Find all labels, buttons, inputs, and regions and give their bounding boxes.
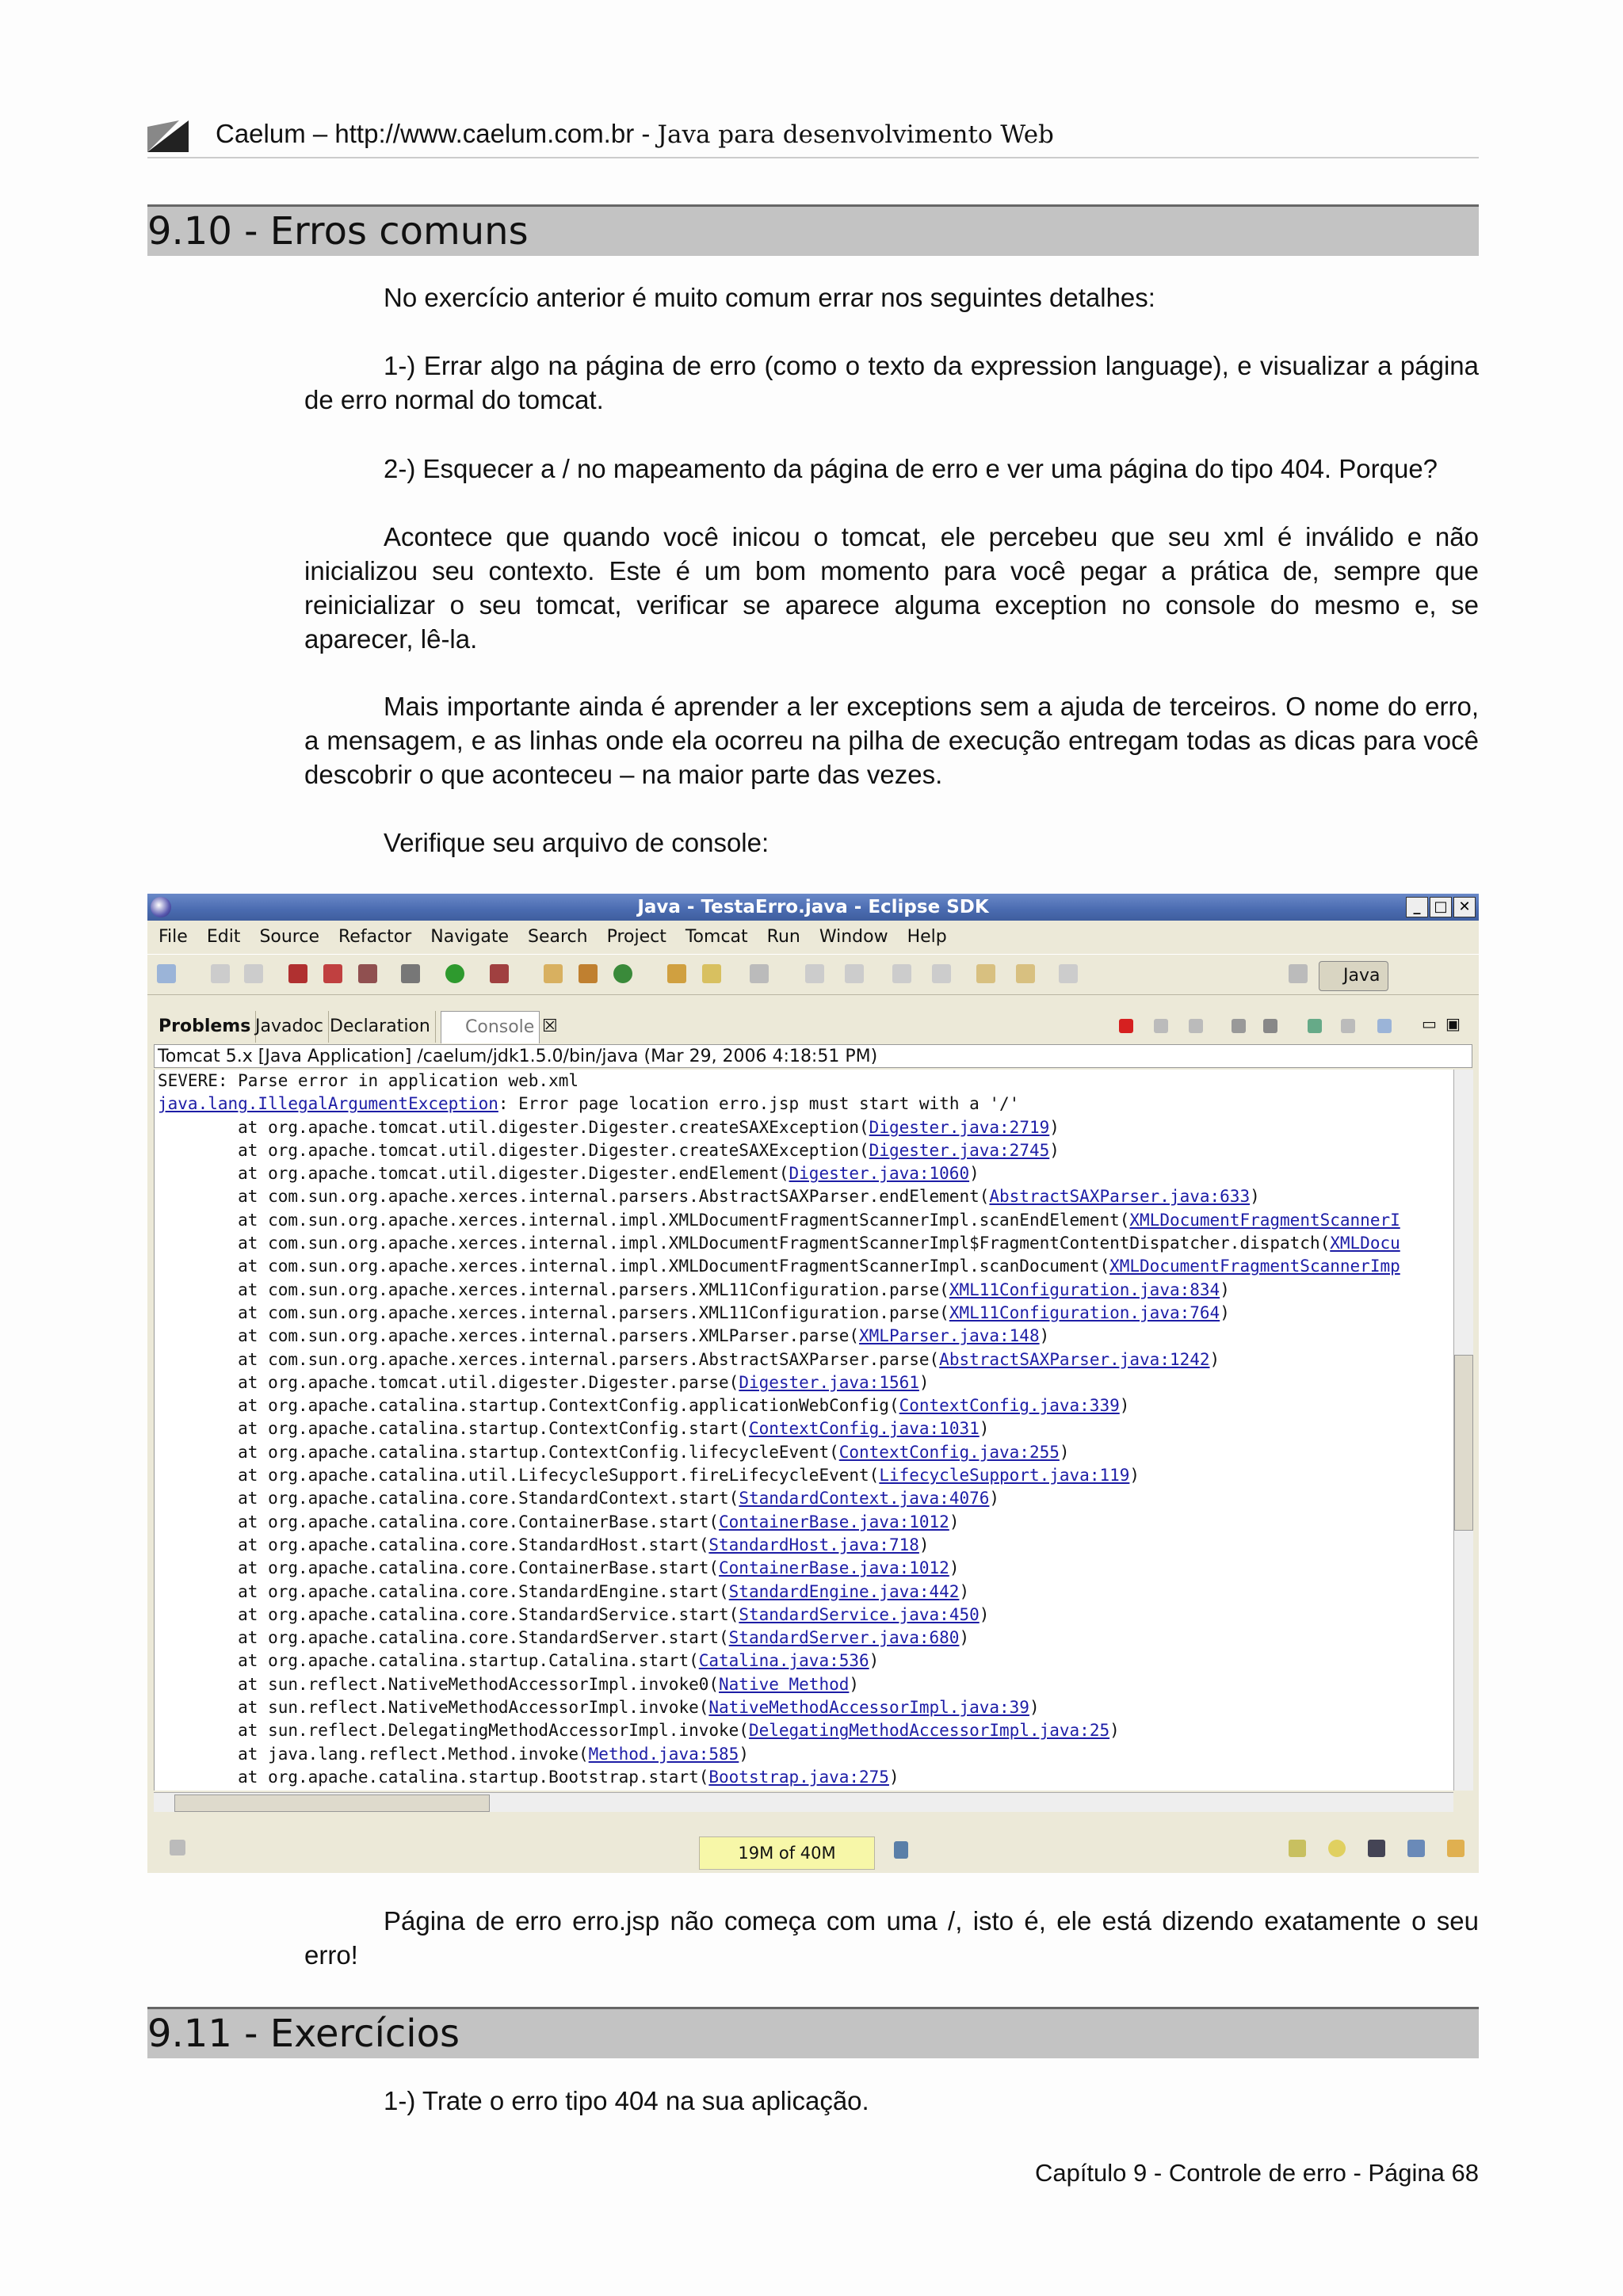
tomcat-start-icon[interactable] (288, 964, 307, 983)
console-line (155, 1650, 1454, 1672)
section-heading-exercicios: 9.11 - Exercícios (147, 2007, 1479, 2058)
tomcat-stop-icon[interactable] (323, 964, 342, 983)
menu-bar (147, 922, 1479, 952)
console-line (155, 1557, 1454, 1580)
display-console-icon[interactable] (1341, 1019, 1355, 1033)
stacktrace-link[interactable]: XMLDocumentFragmentScannerI (1129, 1210, 1400, 1230)
last-edit-icon[interactable] (892, 964, 911, 983)
console-line-text: at com.sun.org.apache.xerces.internal.parsers.AbstractSAXParser.parse( (158, 1349, 940, 1369)
open-type-icon[interactable] (667, 964, 686, 983)
menu-search[interactable]: Search (527, 927, 588, 947)
stacktrace-link[interactable]: ContainerBase.java:1012 (719, 1558, 949, 1578)
console-line-text: ) (1119, 1396, 1130, 1416)
console-line-text: at com.sun.org.apache.xerces.internal.impl.XMLDocumentFragmentScannerImpl.scanDocument( (158, 1257, 1110, 1276)
minimize-view-icon[interactable]: ▭ (1422, 1014, 1437, 1033)
close-tab-icon[interactable]: ☒ (542, 1016, 558, 1036)
console-line-text: at org.apache.catalina.core.ContainerBase.start( (158, 1558, 720, 1578)
console-line-text: at org.apache.catalina.core.StandardService.start( (158, 1604, 739, 1624)
console-line-text: ) (949, 1558, 960, 1578)
menu-edit[interactable]: Edit (206, 927, 241, 947)
status-bar (147, 1822, 1479, 1873)
minimize-button[interactable]: _ (1406, 897, 1428, 917)
tray-icon[interactable] (1289, 1840, 1306, 1857)
stacktrace-link[interactable]: StandardEngine.java:442 (728, 1581, 960, 1601)
clear-console-icon[interactable] (1232, 1019, 1246, 1033)
maximize-button[interactable]: □ (1430, 897, 1452, 917)
console-line-text: at com.sun.org.apache.xerces.internal.impl.XMLDocumentFragmentScannerImpl.scanEndElement( (158, 1210, 1130, 1230)
open-perspective-icon[interactable] (1289, 964, 1308, 983)
console-line-text: at org.apache.catalina.util.LifecycleSupport.fireLifecycleEvent( (158, 1466, 880, 1486)
forward-history-icon[interactable] (1059, 964, 1078, 983)
console-line-text: at org.apache.tomcat.util.digester.Digester.endElement( (158, 1164, 789, 1184)
console-line-text: ) (1049, 1140, 1060, 1160)
console-line (155, 1371, 1454, 1394)
paragraph: Página de erro erro.jsp não começa com uma /, isto é, ele está dizendo exatamente o seu erro! (304, 1906, 1479, 1970)
stacktrace-link[interactable]: ContextConfig.java:339 (899, 1396, 1120, 1416)
java-perspective-button[interactable]: Java (1319, 961, 1388, 991)
view-tabs (154, 1011, 1472, 1043)
update-icon[interactable] (1447, 1840, 1465, 1857)
menu-help[interactable]: Help (907, 927, 947, 947)
console-line-text: at sun.reflect.NativeMethodAccessorImpl.invoke0( (158, 1674, 720, 1694)
eclipse-icon (151, 897, 171, 917)
stacktrace-link[interactable]: NativeMethodAccessorImpl.java:39 (708, 1698, 1029, 1718)
scroll-thumb[interactable] (1454, 1355, 1473, 1531)
console-line-text: ) (1049, 1117, 1060, 1137)
console-line-text: at com.sun.org.apache.xerces.internal.impl.XMLDocumentFragmentScannerImpl$FragmentContentDispatcher.dispatch( (158, 1234, 1331, 1253)
console-line (155, 1534, 1454, 1557)
stacktrace-link[interactable]: AbstractSAXParser.java:633 (989, 1187, 1251, 1207)
page-footer: Capítulo 9 - Controle de erro - Página 68 (1034, 2159, 1479, 2187)
stacktrace-link[interactable]: Native Method (719, 1674, 850, 1694)
header-divider (147, 157, 1479, 158)
stacktrace-link[interactable]: Digester.java:1561 (739, 1372, 919, 1392)
new-package-icon[interactable] (579, 964, 598, 983)
window-title: Java - TestaErro.java - Eclipse SDK (637, 897, 989, 917)
stacktrace-link[interactable]: XML11Configuration.java:834 (949, 1280, 1220, 1299)
stacktrace-link[interactable]: Digester.java:2745 (869, 1140, 1050, 1160)
vertical-scrollbar[interactable] (1453, 1070, 1473, 1791)
menu-run[interactable]: Run (766, 927, 800, 947)
console-line-text: : Error page location erro.jsp must start with a '/' (498, 1094, 1020, 1114)
console-line-text: at org.apache.catalina.startup.Catalina.start( (158, 1651, 699, 1671)
console-line-text: ) (1220, 1280, 1230, 1299)
paragraph: 1-) Errar algo na página de erro (como o texto da expression language), e visualizar a página de erro normal do tomcat. (304, 351, 1479, 414)
monitor-icon[interactable] (1368, 1840, 1385, 1857)
stacktrace-link[interactable]: LifecycleSupport.java:119 (879, 1466, 1130, 1486)
console-line-text: ) (1029, 1698, 1040, 1718)
remove-all-icon[interactable] (1189, 1019, 1203, 1033)
save-icon[interactable] (211, 964, 230, 983)
close-button[interactable]: ✕ (1453, 897, 1476, 917)
paragraph: No exercício anterior é muito comum errar nos seguintes detalhes: (384, 283, 1155, 312)
menu-source[interactable]: Source (259, 927, 319, 947)
console-line-text: at org.apache.tomcat.util.digester.Digester.createSAXException( (158, 1117, 869, 1137)
paragraph: Mais importante ainda é aprender a ler exceptions sem a ajuda de terceiros. O nome do erro, a mensagem, e as linhas onde ela ocorreu na pilha de execução entregam todas as dicas para você descobrir o que aconteceu – na maior parte das vezes. (304, 692, 1479, 789)
scroll-lock-icon[interactable] (1263, 1019, 1277, 1033)
menu-file[interactable]: File (158, 927, 188, 947)
stacktrace-link[interactable]: StandardContext.java:4076 (739, 1489, 990, 1508)
console-line (155, 1627, 1454, 1650)
console-line-text: ) (1129, 1466, 1140, 1486)
remove-launch-icon[interactable] (1154, 1019, 1168, 1033)
section-heading-erros-comuns: 9.10 - Erros comuns (147, 204, 1479, 256)
console-line-text: SEVERE: Parse error in application web.xml (158, 1071, 579, 1090)
console-line-text: ) (1059, 1442, 1070, 1462)
console-line (155, 1209, 1454, 1232)
console-line-text: ) (989, 1489, 1000, 1508)
network-icon[interactable] (1407, 1840, 1425, 1857)
console-line (155, 1394, 1454, 1417)
console-line (155, 1604, 1454, 1627)
page-header: Caelum – http://www.caelum.com.br - Java para desenvolvimento Web (216, 119, 1054, 149)
console-line (155, 1116, 1454, 1139)
next-annotation-icon[interactable] (805, 964, 824, 983)
console-line (155, 1162, 1454, 1185)
console-line (155, 1232, 1454, 1255)
tab-javadoc[interactable]: Javadoc (250, 1011, 329, 1043)
prev-annotation-icon[interactable] (845, 964, 864, 983)
stacktrace-link[interactable]: StandardService.java:450 (739, 1604, 980, 1624)
console-line-text: ) (979, 1419, 990, 1439)
console-line (155, 1441, 1454, 1464)
console-line (155, 1743, 1454, 1766)
fast-view-icon[interactable] (170, 1840, 185, 1855)
stacktrace-link[interactable]: StandardServer.java:680 (728, 1628, 960, 1648)
stacktrace-link[interactable]: Digester.java:2719 (869, 1117, 1050, 1137)
console-line-text: ) (849, 1674, 860, 1694)
horizontal-scrollbar[interactable] (154, 1792, 1453, 1812)
console-line (155, 1348, 1454, 1371)
stacktrace-link[interactable]: XMLDocu (1330, 1234, 1400, 1253)
console-line (155, 1417, 1454, 1440)
console-line (155, 1766, 1454, 1789)
new-icon[interactable] (157, 964, 176, 983)
console-line (155, 1302, 1454, 1325)
console-line-text: at org.apache.catalina.core.StandardContext.start( (158, 1489, 739, 1508)
console-line-text: at org.apache.catalina.core.StandardServer.start( (158, 1628, 729, 1648)
search-icon[interactable] (702, 964, 721, 983)
tips-icon[interactable] (1328, 1840, 1346, 1857)
stacktrace-link[interactable]: StandardHost.java:718 (708, 1535, 919, 1554)
back-history-icon[interactable] (1016, 964, 1035, 983)
console-line-text: ) (979, 1604, 990, 1624)
paragraph: 1-) Trate o erro tipo 404 na sua aplicação. (384, 2086, 869, 2115)
console-line-text: at com.sun.org.apache.xerces.internal.parsers.XML11Configuration.parse( (158, 1302, 949, 1322)
stacktrace-link[interactable]: XMLDocumentFragmentScannerImp (1109, 1257, 1400, 1276)
console-line-text: ) (1250, 1187, 1260, 1207)
garbage-collect-icon[interactable] (894, 1841, 908, 1859)
paragraph: Acontece que quando você inicou o tomcat, ele percebeu que seu xml é inválido e não inicializou seu contexto. Este é um bom momento para você pegar a prática de, sempre que reinicializar o seu tomcat, verificar se aparece alguma exception no console do mesmo e, se aparecer, lê-la. (304, 522, 1479, 654)
maximize-view-icon[interactable]: ▣ (1445, 1014, 1461, 1033)
tab-declaration[interactable]: Declaration (325, 1011, 436, 1043)
console-line (155, 1581, 1454, 1604)
console-line (155, 1255, 1454, 1278)
caelum-logo (147, 120, 189, 152)
tomcat-restart-icon[interactable] (358, 964, 377, 983)
console-line-text: at com.sun.org.apache.xerces.internal.parsers.AbstractSAXParser.endElement( (158, 1187, 990, 1207)
console-line-text: at org.apache.catalina.core.StandardEngine.start( (158, 1581, 729, 1601)
menu-navigate[interactable]: Navigate (430, 927, 509, 947)
paragraph: 2-) Esquecer a / no mapeamento da página de erro e ver uma página do tipo 404. Porque? (384, 454, 1438, 483)
menu-tomcat[interactable]: Tomcat (685, 927, 748, 947)
console-line (155, 1185, 1454, 1208)
new-class-icon[interactable] (613, 964, 632, 983)
console-line-text: at org.apache.tomcat.util.digester.Digester.parse( (158, 1372, 739, 1392)
console-line-text: ) (949, 1512, 960, 1531)
paragraph: Verifique seu arquivo de console: (384, 828, 769, 857)
console-line-text: ) (1039, 1326, 1050, 1346)
eclipse-window-screenshot (147, 894, 1479, 1873)
console-line-text: at org.apache.catalina.core.ContainerBase.start( (158, 1512, 720, 1531)
window-titlebar (147, 894, 1479, 921)
console-line-text: ) (959, 1581, 970, 1601)
stacktrace-link[interactable]: Catalina.java:536 (698, 1651, 869, 1671)
console-process-label: Tomcat 5.x [Java Application] /caelum/jdk1.5.0/bin/java (Mar 29, 2006 4:18:51 PM) (154, 1044, 1472, 1068)
pin-console-icon[interactable] (1308, 1019, 1322, 1033)
menu-project[interactable]: Project (606, 927, 666, 947)
stacktrace-link[interactable]: Digester.java:1060 (789, 1164, 970, 1184)
console-line-text: at org.apache.catalina.startup.ContextConfig.applicationWebConfig( (158, 1396, 899, 1416)
console-line (155, 1487, 1454, 1510)
console-line-text: at java.lang.reflect.Method.invoke( (158, 1744, 589, 1764)
console-line (155, 1279, 1454, 1302)
stacktrace-link[interactable]: ContainerBase.java:1012 (719, 1512, 949, 1531)
console-line-text: at org.apache.catalina.startup.Bootstrap.start( (158, 1767, 709, 1787)
run-icon[interactable] (445, 964, 464, 983)
console-line (155, 1070, 1454, 1093)
console-line-text: at com.sun.org.apache.xerces.internal.parsers.XMLParser.parse( (158, 1326, 860, 1346)
scroll-thumb[interactable] (174, 1794, 490, 1812)
print-icon[interactable] (244, 964, 263, 983)
debug-icon[interactable] (401, 964, 420, 983)
forward-icon[interactable] (932, 964, 951, 983)
heap-status: 19M of 40M (699, 1836, 875, 1870)
console-line-text: at com.sun.org.apache.xerces.internal.parsers.XML11Configuration.parse( (158, 1280, 949, 1299)
stacktrace-link[interactable]: ContextConfig.java:1031 (748, 1419, 980, 1439)
console-line-text: at org.apache.tomcat.util.digester.Digester.createSAXException( (158, 1140, 869, 1160)
toolbar (147, 954, 1479, 995)
console-line-text: at sun.reflect.DelegatingMethodAccessorImpl.invoke( (158, 1721, 749, 1741)
console-line-text: at org.apache.catalina.startup.ContextConfig.start( (158, 1419, 749, 1439)
open-console-icon[interactable] (1377, 1019, 1392, 1033)
stacktrace-link[interactable]: java.lang.IllegalArgumentException (158, 1094, 498, 1114)
console-line (155, 1673, 1454, 1696)
console-line-text: ) (869, 1651, 880, 1671)
console-line-text: ) (1109, 1721, 1120, 1741)
console-line-text: at sun.reflect.NativeMethodAccessorImpl.invoke( (158, 1698, 709, 1718)
terminate-icon[interactable] (1119, 1019, 1133, 1033)
stacktrace-link[interactable]: Method.java:585 (588, 1744, 739, 1764)
console-line (155, 1719, 1454, 1742)
console-line-text: ) (969, 1164, 980, 1184)
stacktrace-link[interactable]: Bootstrap.java:275 (708, 1767, 889, 1787)
tab-problems[interactable]: Problems (154, 1011, 256, 1043)
console-line-text: ) (1209, 1349, 1220, 1369)
console-line (155, 1696, 1454, 1719)
toggle-annotation-icon[interactable] (750, 964, 769, 983)
console-line-text: at org.apache.catalina.startup.ContextConfig.lifecycleEvent( (158, 1442, 839, 1462)
console-line (155, 1511, 1454, 1534)
console-line (155, 1139, 1454, 1162)
console-line-text: ) (918, 1535, 930, 1554)
stacktrace-link[interactable]: ContextConfig.java:255 (838, 1442, 1060, 1462)
console-output[interactable] (154, 1070, 1454, 1791)
console-line-text: ) (1220, 1302, 1230, 1322)
console-line (155, 1093, 1454, 1116)
console-line (155, 1325, 1454, 1348)
tab-console[interactable]: Console (441, 1011, 540, 1043)
stacktrace-link[interactable]: AbstractSAXParser.java:1242 (939, 1349, 1210, 1369)
back-icon[interactable] (976, 964, 995, 983)
console-line-text: ) (918, 1372, 930, 1392)
external-tools-icon[interactable] (490, 964, 509, 983)
stacktrace-link[interactable]: DelegatingMethodAccessorImpl.java:25 (748, 1721, 1110, 1741)
stacktrace-link[interactable]: XML11Configuration.java:764 (949, 1302, 1220, 1322)
menu-refactor[interactable]: Refactor (338, 927, 412, 947)
console-line-text: ) (959, 1628, 970, 1648)
stacktrace-link[interactable]: XMLParser.java:148 (859, 1326, 1040, 1346)
console-line (155, 1464, 1454, 1487)
console-line-text: ) (888, 1767, 899, 1787)
console-line-text: ) (739, 1744, 749, 1764)
console-line-text: at org.apache.catalina.core.StandardHost.start( (158, 1535, 709, 1554)
new-java-project-icon[interactable] (544, 964, 563, 983)
menu-window[interactable]: Window (819, 927, 888, 947)
